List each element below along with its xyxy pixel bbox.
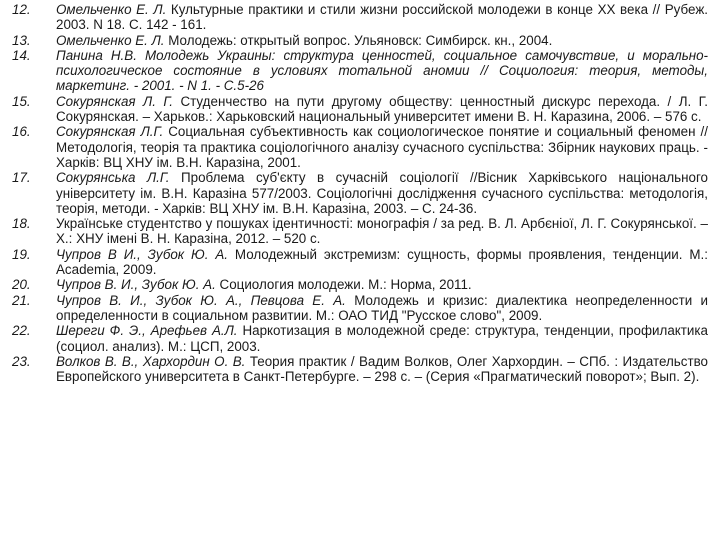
reference-item bbox=[0, 293, 720, 324]
reference-text: Студенчество на пути другому обществу: ценностный дискурс перехода. / Л. Г. Сокурянская. – Харьков.: Харьковский национальный университет имени В. Н. Каразина, 2006. – 576 с. bbox=[56, 93, 708, 125]
reference-number: 23. bbox=[12, 353, 31, 369]
reference-author: Сокурянська Л.Г. bbox=[56, 170, 170, 186]
reference-item bbox=[0, 94, 720, 125]
reference-body bbox=[56, 33, 708, 48]
reference-author: Чупров В И., Зубок Ю. А. bbox=[56, 246, 228, 262]
reference-body bbox=[56, 293, 708, 324]
reference-item bbox=[0, 33, 720, 48]
reference-body bbox=[56, 354, 708, 385]
reference-number: 22. bbox=[12, 323, 31, 339]
reference-item bbox=[0, 2, 720, 33]
reference-text: Социальная субъективность как социологическое понятие и социальный феномен // Методологія, теорія та практика соціологічного аналізу сучасного суспільства: Збірник наукових праць. - Харків: ВЦ ХНУ ім. В.Н. Каразіна, 2001. bbox=[56, 124, 708, 170]
reference-text: Социология молодежи. М.: Норма, 2011. bbox=[215, 277, 472, 293]
reference-number: 16. bbox=[12, 124, 31, 140]
reference-body bbox=[56, 124, 708, 170]
reference-text: Молодежь: открытый вопрос. Ульяновск: Симбирск. кн., 2004. bbox=[164, 32, 553, 48]
reference-text: Культурные практики и стили жизни российской молодежи в конце XX века // Рубеж. 2003. N 18. С. 142 - 161. bbox=[56, 2, 708, 33]
reference-text: Молодежный экстремизм: сущность, формы проявления, тенденции. М.: Academia, 2009. bbox=[56, 246, 708, 278]
reference-text: Проблема суб'єкту в сучасній соціології //Вісник Харківського національного університету ім. В.Н. Каразіна 577/2003. Соціологічні дослідження сучасного суспільства: методологія, теорія, методи. - Харків: ВЦ ХНУ ім. В.Н. Каразіна, 2003. – С. 24-36. bbox=[56, 170, 708, 216]
reference-body bbox=[56, 48, 708, 94]
reference-text: Наркотизация в молодежной среде: структура, тенденции, профилактика (социол. анализ). М.: ЦСП, 2003. bbox=[56, 323, 708, 354]
reference-body bbox=[56, 170, 708, 216]
reference-item bbox=[0, 170, 720, 216]
reference-number: 12. bbox=[12, 2, 31, 17]
reference-number: 19. bbox=[12, 246, 31, 262]
reference-author: Омельченко Е. Л. bbox=[56, 32, 165, 48]
reference-text: Українське студентство у пошуках ідентичності: монографія / за ред. В. Л. Арбєніої, Л. Г. Сокурянської. – Х.: ХНУ імені В. Н. Каразіна, 2012. – 520 с. bbox=[56, 216, 708, 247]
reference-author: Волков В. В., Хархордин О. В. bbox=[56, 353, 246, 369]
reference-author: Чупров В. И., Зубок Ю. А. bbox=[56, 277, 216, 293]
reference-author: Шереги Ф. Э., Арефьев А.Л. bbox=[56, 323, 238, 339]
reference-body bbox=[56, 247, 708, 278]
reference-item bbox=[0, 124, 720, 170]
reference-text: Молодежь и кризис: диалектика неопределенности и определенности в социальном развитии. М.: ОАО ТИД "Русское слово", 2009. bbox=[56, 292, 708, 323]
reference-item bbox=[0, 48, 720, 94]
reference-item bbox=[0, 216, 720, 247]
reference-author: Сокурянская Л. Г. bbox=[56, 93, 174, 109]
reference-list bbox=[0, 2, 720, 384]
reference-author: Сокурянская Л.Г. bbox=[56, 124, 164, 140]
reference-item bbox=[0, 247, 720, 278]
reference-number: 18. bbox=[12, 216, 31, 232]
reference-text: Теория практик / Вадим Волков, Олег Хархордин. – СПб. : Издательство Европейского университета в Санкт-Петербурге. – 298 с. – (Серия «Прагматический поворот»; Вып. 2). bbox=[56, 353, 708, 385]
reference-author: Чупров В. И., Зубок Ю. А., Певцова Е. А. bbox=[56, 292, 346, 308]
reference-number: 20. bbox=[12, 277, 31, 293]
reference-body bbox=[56, 94, 708, 125]
reference-number: 13. bbox=[12, 32, 31, 48]
reference-body bbox=[56, 277, 708, 292]
reference-author: Панина Н.В. bbox=[56, 47, 137, 63]
reference-number: 15. bbox=[12, 93, 31, 109]
reference-body bbox=[56, 2, 708, 33]
reference-item bbox=[0, 354, 720, 385]
reference-author: Омельченко Е. Л. bbox=[56, 2, 167, 17]
reference-body bbox=[56, 216, 708, 247]
reference-text: Молодежь Украины: структура ценностей, социальное самочувствие, и морально-психологическое состояние в условиях тотальной аномии // Социология: теория, методы, маркетинг. - 2001. - N 1. - С.5-26 bbox=[56, 47, 709, 94]
reference-number: 17. bbox=[12, 170, 31, 186]
reference-body bbox=[56, 323, 708, 354]
reference-number: 21. bbox=[12, 292, 31, 308]
reference-number: 14. bbox=[12, 47, 31, 63]
reference-item bbox=[0, 277, 720, 292]
reference-item bbox=[0, 323, 720, 354]
